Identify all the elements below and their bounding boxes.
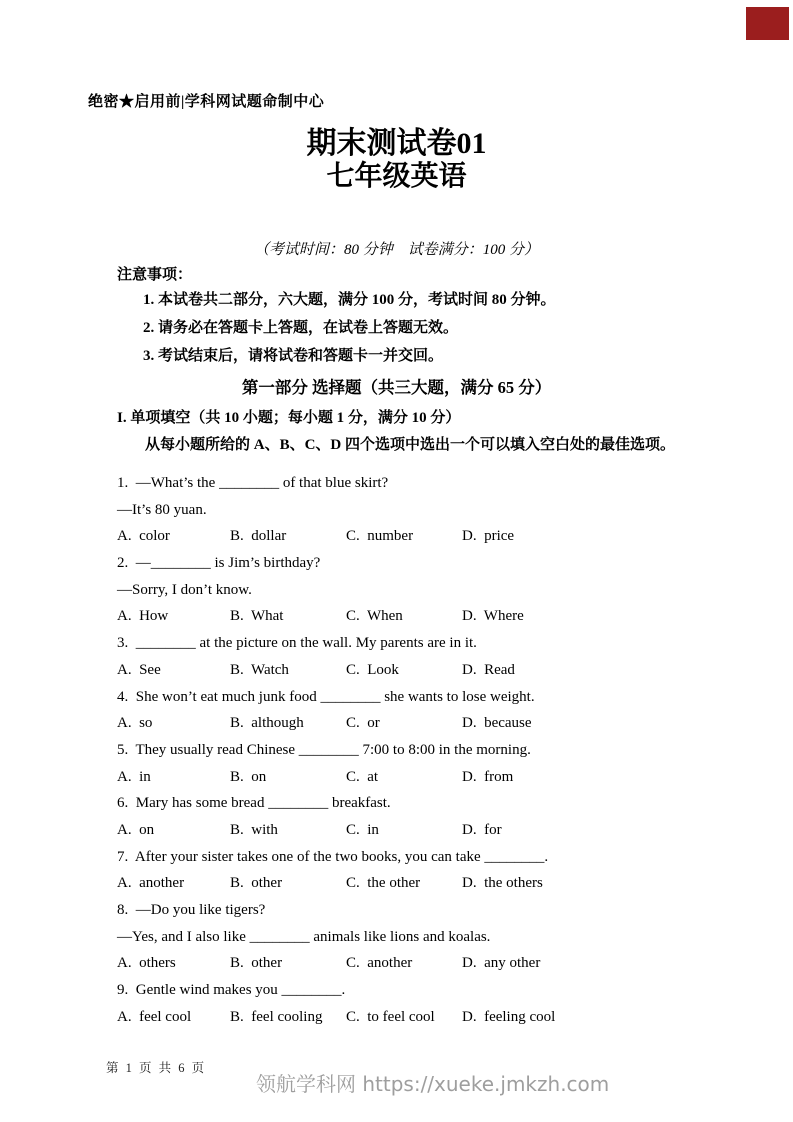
option-B: B. although	[230, 715, 304, 732]
option-B: B. dollar	[230, 528, 287, 545]
watermark: 领航学科网 https://xueke.jmkzh.com	[256, 1072, 610, 1096]
option-D: D. for	[462, 821, 502, 838]
option-D: D. because	[462, 715, 532, 732]
option-C: C. at	[346, 768, 379, 785]
question-stem: 9. Gentle wind makes you ________.	[117, 982, 346, 999]
option-D: D. any other	[462, 955, 541, 972]
option-B: B. with	[230, 821, 278, 838]
question-list	[117, 470, 707, 1030]
option-A: A. How	[117, 608, 169, 625]
question-stem: 6. Mary has some bread ________ breakfast.	[117, 795, 391, 812]
notice-list	[143, 286, 556, 370]
question-stem: —Yes, and I also like ________ animals like lions and koalas.	[117, 928, 491, 945]
option-C: C. number	[346, 528, 414, 545]
notice-item: 2. 请务必在答题卡上答题，在试卷上答题无效。	[143, 320, 459, 336]
title-block	[0, 127, 793, 192]
option-row	[117, 1004, 707, 1031]
question-stem: 3. ________ at the picture on the wall. My parents are in it.	[117, 635, 477, 652]
option-A: A. See	[117, 661, 161, 678]
option-row	[117, 870, 707, 897]
option-B: B. Watch	[230, 661, 289, 678]
option-A: A. another	[117, 875, 185, 892]
option-B: B. other	[230, 875, 283, 892]
option-row	[117, 710, 707, 737]
question-stem: —Sorry, I don’t know.	[117, 581, 252, 598]
option-D: D. from	[462, 768, 514, 785]
paper-subtitle: 七年级英语	[326, 161, 467, 192]
notice-heading: 注意事项：	[117, 267, 193, 283]
question-stem: 7. After your sister takes one of the two books, you can take ________.	[117, 848, 549, 865]
option-row	[117, 950, 707, 977]
option-C: C. another	[346, 955, 413, 972]
option-C: C. When	[346, 608, 403, 625]
option-C: C. or	[346, 715, 380, 732]
option-A: A. so	[117, 715, 153, 732]
security-note: 绝密★启用前|学科网试题命制中心	[88, 94, 325, 110]
option-A: A. in	[117, 768, 151, 785]
option-D: D. price	[462, 528, 515, 545]
option-C: C. Look	[346, 661, 399, 678]
option-B: B. feel cooling	[230, 1008, 323, 1025]
question-stem: 4. She won’t eat much junk food ________ she wants to lose weight.	[117, 688, 535, 705]
section-heading: 第一部分 选择题（共三大题，满分 65 分）	[241, 378, 552, 397]
option-C: C. in	[346, 821, 379, 838]
option-A: A. on	[117, 821, 155, 838]
xkw-corner-seal	[746, 7, 789, 40]
notice-item: 3. 考试结束后，请将试卷和答题卡一并交回。	[143, 348, 444, 364]
question-stem: 8. —Do you like tigers?	[117, 902, 266, 918]
option-row	[117, 603, 707, 630]
page-number: 第 1 页 共 6 页	[106, 1061, 207, 1075]
part-heading: I. 单项填空（共 10 小题；每小题 1 分，满分 10 分）	[117, 410, 461, 426]
option-A: A. others	[117, 955, 176, 972]
option-row	[117, 657, 707, 684]
option-B: B. on	[230, 768, 267, 785]
option-row	[117, 523, 707, 550]
notice-item: 1. 本试卷共二部分，六大题，满分 100 分，考试时间 80 分钟。	[143, 292, 556, 308]
question-stem: 5. They usually read Chinese ________ 7:00 to 8:00 in the morning.	[117, 741, 531, 758]
option-row	[117, 764, 707, 791]
option-B: B. What	[230, 608, 284, 625]
option-B: B. other	[230, 955, 283, 972]
question-stem: 1. —What’s the ________ of that blue skirt?	[117, 475, 389, 491]
option-C: C. to feel cool	[346, 1008, 435, 1025]
paper-title: 期末测试卷01	[306, 127, 487, 160]
exam-info: （考试时间：80 分钟 试卷满分：100 分）	[253, 242, 539, 258]
option-D: D. Where	[462, 608, 524, 625]
question-stem: 2. —________ is Jim’s birthday?	[117, 555, 321, 572]
option-C: C. the other	[346, 875, 421, 892]
question-stem: —It’s 80 yuan.	[117, 501, 207, 518]
instruction: 从每小题所给的 A、B、C、D 四个选项中选出一个可以填入空白处的最佳选项。	[145, 437, 676, 453]
option-D: D. feeling cool	[462, 1008, 556, 1025]
option-row	[117, 817, 707, 844]
option-A: A. color	[117, 528, 170, 545]
option-D: D. the others	[462, 875, 543, 892]
option-D: D. Read	[462, 661, 515, 678]
option-A: A. feel cool	[117, 1008, 192, 1025]
